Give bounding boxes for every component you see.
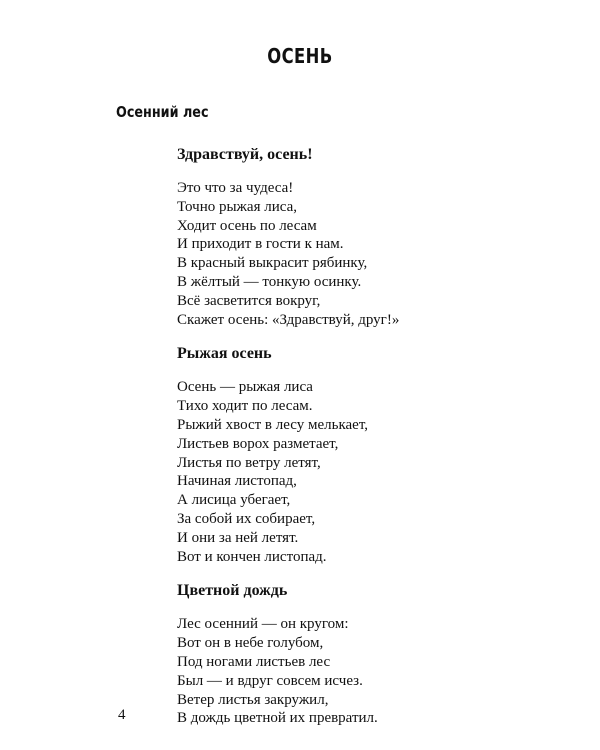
poem-title: Цветной дождь — [177, 582, 288, 600]
poem-lines — [177, 615, 557, 728]
poem-line: Вот и кончен листопад. — [177, 548, 327, 565]
poem-lines — [177, 179, 557, 329]
poem-line: Был — и вдруг совсем исчез. — [177, 672, 363, 689]
poem-line: Осень — рыжая лиса — [177, 379, 313, 396]
poem — [177, 343, 557, 566]
poem-line: Рыжий хвост в лесу мелькает, — [177, 416, 368, 433]
poem-line: Тихо ходит по лесам. — [177, 398, 313, 415]
poem — [177, 144, 557, 329]
poem-line: Скажет осень: «Здравствуй, друг!» — [177, 311, 400, 328]
poem-title: Здравствуй, осень! — [177, 146, 313, 163]
poem-line: И они за ней летят. — [177, 529, 299, 546]
poem-line: Вот он в небе голубом, — [177, 635, 324, 652]
poem-line: Точно рыжая лиса, — [177, 198, 297, 215]
poem-line: Под ногами листьев лес — [177, 653, 331, 670]
poem-line: А лисица убегает, — [177, 492, 291, 509]
page-title: ОСЕНЬ — [267, 44, 333, 68]
poem-line: Это что за чудеса! — [177, 180, 294, 196]
poem-line: Начиная листопад, — [177, 473, 297, 490]
section-title: Осенний лес — [116, 103, 209, 121]
poem-line: Ветер листья закружил, — [177, 691, 329, 708]
poem-lines — [177, 378, 557, 566]
poems-container — [177, 144, 557, 742]
poem-title: Рыжая осень — [177, 345, 272, 363]
poem-line: В жёлтый — тонкую осинку. — [177, 273, 362, 290]
poem-line: Листьев ворох разметает, — [177, 435, 339, 452]
poem-line: Ходит осень по лесам — [177, 217, 317, 234]
poem-line: Листья по ветру летят, — [177, 454, 321, 471]
poem — [177, 580, 557, 728]
page-number: 4 — [118, 707, 126, 723]
poem-line: В красный выкрасит рябинку, — [177, 255, 368, 272]
poem-line: Лес осенний — он кругом: — [177, 616, 349, 633]
poem-line: За собой их собирает, — [177, 510, 316, 527]
poem-line: И приходит в гости к нам. — [177, 236, 344, 253]
poem-line: Всё засветится вокруг, — [177, 292, 321, 309]
poem-line: В дождь цветной их превратил. — [177, 710, 378, 727]
